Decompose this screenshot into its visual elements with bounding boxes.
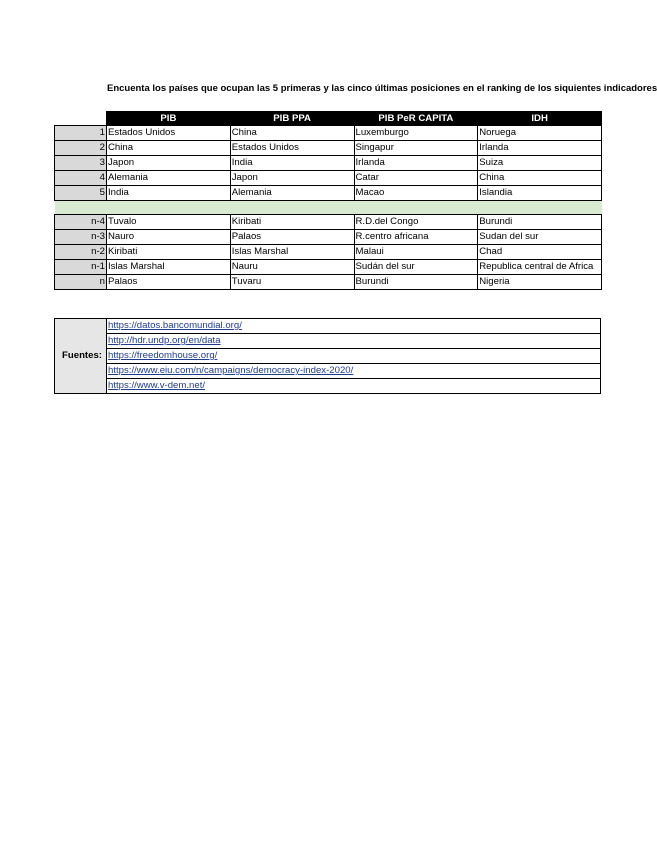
table-cell[interactable]: Chad	[478, 245, 602, 260]
table-cell[interactable]: Nauru	[230, 260, 354, 275]
source-row	[55, 319, 601, 334]
source-link-undp[interactable]: http://hdr.undp.org/en/data	[108, 335, 221, 346]
rank-cell[interactable]: n-4	[55, 215, 107, 230]
header-pib-ppa: PIB PPA	[230, 112, 354, 126]
rank-cell[interactable]: n	[55, 275, 107, 290]
source-row	[55, 349, 601, 364]
table-cell[interactable]: Luxemburgo	[354, 126, 478, 141]
table-cell[interactable]: Irlanda	[478, 141, 602, 156]
table-cell[interactable]: Burundi	[354, 275, 478, 290]
table-row	[55, 245, 602, 260]
table-cell[interactable]: Estados Unidos	[230, 141, 354, 156]
table-cell[interactable]: China	[107, 141, 231, 156]
table-cell[interactable]: Palaos	[107, 275, 231, 290]
separator-cell	[55, 201, 602, 215]
table-cell[interactable]: Palaos	[230, 230, 354, 245]
table-cell[interactable]: Japon	[230, 171, 354, 186]
table-cell[interactable]: Estados Unidos	[107, 126, 231, 141]
source-link-bancomundial[interactable]: https://datos.bancomundial.org/	[108, 320, 242, 331]
rank-cell[interactable]: 4	[55, 171, 107, 186]
table-cell[interactable]: Tuvaru	[230, 275, 354, 290]
source-row	[55, 364, 601, 379]
table-row	[55, 171, 602, 186]
table-row	[55, 141, 602, 156]
table-cell[interactable]: Sudan del sur	[478, 230, 602, 245]
table-cell[interactable]: China	[230, 126, 354, 141]
table-row	[55, 275, 602, 290]
table-row	[55, 126, 602, 141]
table-cell[interactable]: Alemania	[230, 186, 354, 201]
table-row	[55, 186, 602, 201]
table-cell[interactable]: Islas Marshal	[230, 245, 354, 260]
table-cell[interactable]: R.centro africana	[354, 230, 478, 245]
table-cell[interactable]: Kiribati	[107, 245, 231, 260]
rank-cell[interactable]: 3	[55, 156, 107, 171]
table-cell[interactable]: Malaui	[354, 245, 478, 260]
ranking-table	[54, 111, 602, 290]
source-link-vdem[interactable]: https://www.v-dem.net/	[108, 380, 206, 391]
table-cell[interactable]: Islandia	[478, 186, 602, 201]
table-cell[interactable]: Japon	[107, 156, 231, 171]
table-cell[interactable]: Sudán del sur	[354, 260, 478, 275]
table-cell[interactable]: Noruega	[478, 126, 602, 141]
table-row	[55, 215, 602, 230]
source-row	[55, 334, 601, 349]
header-row	[55, 112, 602, 126]
sources-table	[54, 318, 601, 394]
table-cell[interactable]: Nigeria	[478, 275, 602, 290]
table-cell[interactable]: Kiribati	[230, 215, 354, 230]
rank-cell[interactable]: n-2	[55, 245, 107, 260]
table-row	[55, 156, 602, 171]
rank-cell[interactable]: 5	[55, 186, 107, 201]
table-cell[interactable]: India	[230, 156, 354, 171]
rank-cell[interactable]: n-3	[55, 230, 107, 245]
table-cell[interactable]: Singapur	[354, 141, 478, 156]
source-cell	[107, 319, 601, 334]
table-cell[interactable]: Catar	[354, 171, 478, 186]
table-cell[interactable]: Tuvalo	[107, 215, 231, 230]
source-cell	[107, 334, 601, 349]
source-cell	[107, 349, 601, 364]
table-cell[interactable]: India	[107, 186, 231, 201]
table-cell[interactable]: Alemania	[107, 171, 231, 186]
table-cell[interactable]: Suiza	[478, 156, 602, 171]
table-cell[interactable]: China	[478, 171, 602, 186]
source-row	[55, 379, 601, 394]
source-link-freedomhouse[interactable]: https://freedomhouse.org/	[108, 350, 218, 361]
rank-cell[interactable]: 2	[55, 141, 107, 156]
table-cell[interactable]: Irlanda	[354, 156, 478, 171]
header-pib-per-capita: PIB PeR CAPITA	[354, 112, 478, 126]
sources-label: Fuentes:	[55, 319, 107, 394]
page-title: Encuenta los países que ocupan las 5 primeras y las cinco últimas posiciones en el ranking de los siquientes indicadores	[107, 83, 657, 94]
rank-header-blank	[55, 112, 107, 126]
source-link-eiu[interactable]: https://www.eiu.com/n/campaigns/democracy-index-2020/	[108, 365, 354, 376]
source-cell	[107, 364, 601, 379]
table-cell[interactable]: Macao	[354, 186, 478, 201]
table-cell[interactable]: Republica central de Africa	[478, 260, 602, 275]
separator-row	[55, 201, 602, 215]
table-row	[55, 230, 602, 245]
table-row	[55, 260, 602, 275]
table-cell[interactable]: R.D.del Congo	[354, 215, 478, 230]
rank-cell[interactable]: n-1	[55, 260, 107, 275]
header-idh: IDH	[478, 112, 602, 126]
table-cell[interactable]: Nauro	[107, 230, 231, 245]
source-cell	[107, 379, 601, 394]
table-cell[interactable]: Burundi	[478, 215, 602, 230]
header-pib: PIB	[107, 112, 231, 126]
table-cell[interactable]: Islas Marshal	[107, 260, 231, 275]
rank-cell[interactable]: 1	[55, 126, 107, 141]
